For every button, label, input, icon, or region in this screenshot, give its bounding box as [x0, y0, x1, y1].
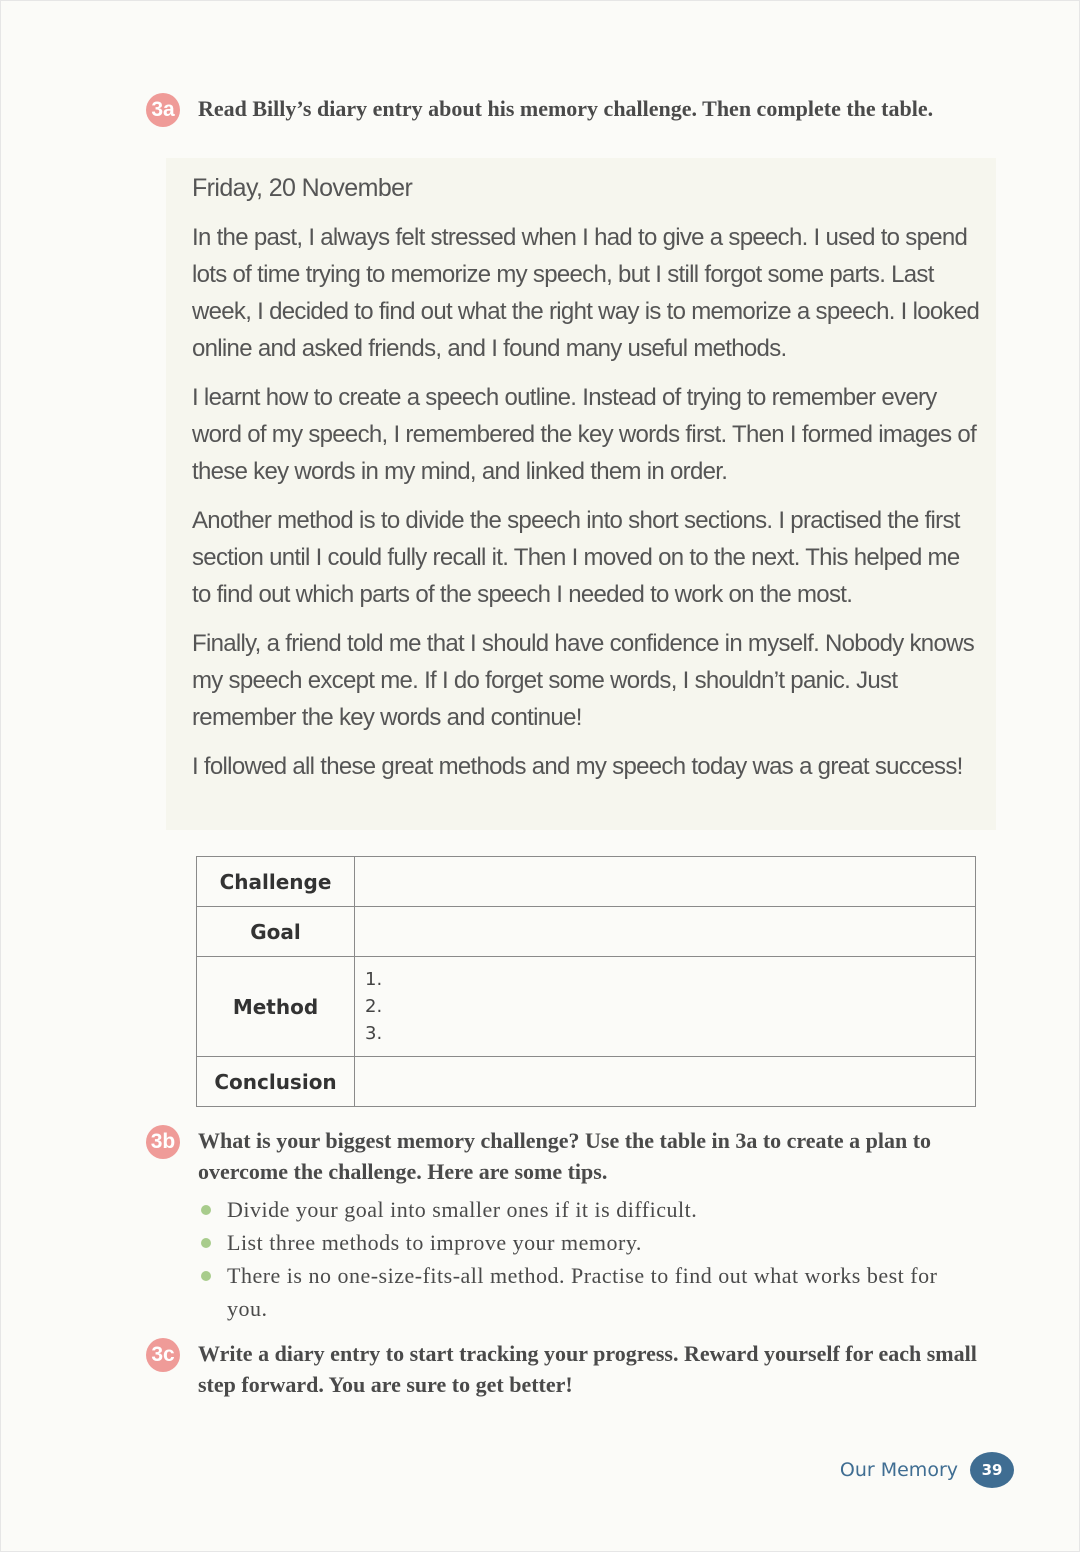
- tip-text: There is no one-size-fits-all method. Practise to find out what works best for you.: [227, 1263, 938, 1321]
- table-row-challenge: [197, 857, 976, 907]
- conclusion-answer-cell[interactable]: [355, 1057, 976, 1107]
- method-item-2: 2.: [365, 996, 383, 1017]
- tips-list: [198, 1193, 980, 1325]
- tip-item: [198, 1193, 980, 1226]
- task-3b-instruction: What is your biggest memory challenge? Use the table in 3a to create a plan to overcome the challenge. Here are some tips.: [198, 1128, 932, 1184]
- task-3c-instruction: Write a diary entry to start tracking your progress. Reward yourself for each small step forward. You are sure to get better!: [198, 1341, 977, 1397]
- tip-text: Divide your goal into smaller ones if it is difficult.: [227, 1197, 698, 1222]
- task-3c: [146, 1338, 980, 1400]
- bullet-icon: [201, 1271, 211, 1281]
- diary-paragraph-5: I followed all these great methods and my speech today was a great success!: [192, 753, 963, 780]
- bullet-icon: [201, 1205, 211, 1215]
- tip-item: [198, 1259, 980, 1325]
- goal-answer-cell[interactable]: [355, 907, 976, 957]
- task-3c-badge: 3c: [146, 1338, 180, 1372]
- method-answer-cell[interactable]: [355, 957, 976, 1057]
- diary-paragraph-2: I learnt how to create a speech outline. Instead of trying to remember every word of my speech, I remembered the key words first. Then I formed images of these key words in my mind, and linked them in order.: [192, 384, 977, 485]
- diary-paragraph-3: Another method is to divide the speech into short sections. I practised the first section until I could fully recall it. Then I moved on to the next. This helped me to find out which parts of the speech I needed to work on the most.: [192, 507, 960, 608]
- task-3a-instruction: Read Billy’s diary entry about his memory challenge. Then complete the table.: [198, 96, 934, 121]
- method-item-1: 1.: [365, 969, 383, 990]
- table-row-goal: [197, 907, 976, 957]
- tip-text: List three methods to improve your memory.: [227, 1230, 642, 1255]
- diary-entry-box: [166, 158, 996, 830]
- table-header-challenge: Challenge: [197, 857, 355, 907]
- diary-date: Friday, 20 November: [192, 174, 413, 202]
- bullet-icon: [201, 1238, 211, 1248]
- table-row-method: [197, 957, 976, 1057]
- table-header-goal: Goal: [197, 907, 355, 957]
- table-header-conclusion: Conclusion: [197, 1057, 355, 1107]
- table-row-conclusion: [197, 1057, 976, 1107]
- task-3a-badge: 3a: [146, 93, 180, 127]
- diary-paragraph-4: Finally, a friend told me that I should have confidence in myself. Nobody knows my speech except me. If I do forget some words, I shouldn’t panic. Just remember the key words and continue!: [192, 630, 975, 731]
- method-item-3: 3.: [365, 1023, 383, 1044]
- page-footer: [840, 1452, 1014, 1488]
- plan-table: [196, 856, 976, 1107]
- table-header-method: Method: [197, 957, 355, 1057]
- page-number: 39: [970, 1452, 1014, 1488]
- unit-title: Our Memory: [839, 1459, 958, 1481]
- task-3b-badge: 3b: [146, 1125, 180, 1159]
- task-3a: [146, 93, 980, 124]
- tip-item: [198, 1226, 980, 1259]
- task-3b: [146, 1125, 980, 1325]
- challenge-answer-cell[interactable]: [355, 857, 976, 907]
- diary-paragraph-1: In the past, I always felt stressed when I had to give a speech. I used to spend lots of time trying to memorize my speech, but I still forgot some parts. Last week, I decided to find out what the right way is to memorize a speech. I looked online and asked friends, and I found many useful methods.: [192, 224, 980, 362]
